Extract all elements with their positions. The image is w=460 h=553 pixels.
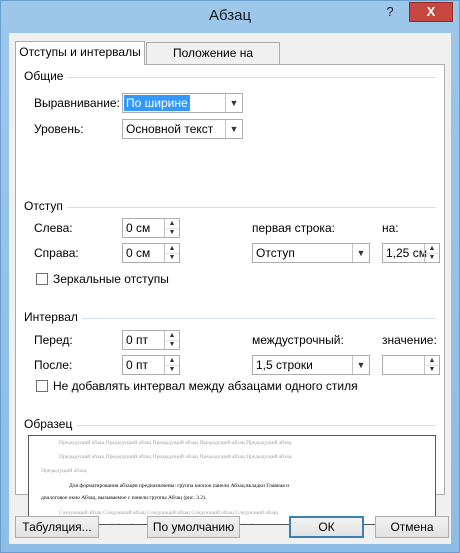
- triangle-down-icon[interactable]: ▼: [164, 228, 179, 237]
- alignment-value: По ширине: [126, 96, 188, 110]
- level-select[interactable]: [122, 119, 243, 139]
- close-button[interactable]: X: [409, 2, 453, 22]
- title-bar[interactable]: [1, 1, 459, 33]
- line-spacing-label: междустрочный:: [252, 333, 344, 347]
- cancel-button[interactable]: Отмена: [375, 516, 449, 538]
- triangle-up-icon[interactable]: ▲: [164, 244, 179, 254]
- indent-right-spinner[interactable]: [122, 243, 180, 263]
- tabs-button[interactable]: Табуляция...: [15, 516, 99, 538]
- alignment-select[interactable]: [122, 93, 243, 113]
- mirror-indents-label[interactable]: Зеркальные отступы: [53, 272, 169, 286]
- space-before-spinner[interactable]: [122, 330, 180, 350]
- indent-right-label: Справа:: [34, 246, 79, 260]
- indent-by-spinner[interactable]: [382, 243, 440, 263]
- triangle-up-icon[interactable]: ▲: [164, 331, 179, 341]
- indent-by-value: 1,25 см: [386, 246, 427, 260]
- level-label: Уровень:: [34, 122, 84, 136]
- dialog-client-area: [9, 33, 451, 544]
- ok-button[interactable]: ОК: [289, 516, 364, 538]
- preview-section-title: Образец: [24, 417, 76, 431]
- alignment-label: Выравнивание:: [34, 96, 120, 110]
- preview-main-line-1: Для форматирования абзацев предназначены: группа кнопок панели Абзац вкладки Главная и: [69, 483, 290, 489]
- spacing-at-label: значение:: [382, 333, 437, 347]
- first-line-label: первая строка:: [252, 221, 335, 235]
- spacing-divider: [24, 318, 436, 319]
- chevron-down-icon[interactable]: ▼: [352, 244, 369, 262]
- set-as-default-button[interactable]: По умолчанию: [147, 516, 240, 538]
- general-divider: [24, 77, 436, 78]
- preview-next-line-1: Следующий абзац Следующий абзац Следующий абзац Следующий абзац Следующий абзац: [59, 510, 279, 516]
- tab-indents-spacing[interactable]: Отступы и интервалы: [15, 41, 145, 65]
- spacing-at-spinner[interactable]: [382, 355, 440, 375]
- preview-prev-line-3: Предыдущий абзац: [41, 468, 87, 474]
- tab-panel: [15, 64, 445, 516]
- spacing-section-title: Интервал: [24, 310, 82, 324]
- first-line-value: Отступ: [256, 246, 295, 260]
- indent-by-label: на:: [382, 221, 399, 235]
- triangle-up-icon[interactable]: ▲: [424, 244, 439, 254]
- mirror-indents-checkbox[interactable]: [36, 273, 48, 285]
- chevron-down-icon[interactable]: ▼: [225, 120, 242, 138]
- indent-section-title: Отступ: [24, 199, 67, 213]
- space-after-label: После:: [34, 358, 73, 372]
- indent-left-value: 0 см: [126, 221, 151, 235]
- space-after-spinner[interactable]: [122, 355, 180, 375]
- chevron-down-icon[interactable]: ▼: [225, 94, 242, 112]
- line-spacing-value: 1,5 строки: [256, 358, 313, 372]
- preview-divider: [24, 425, 436, 426]
- first-line-select[interactable]: [252, 243, 370, 263]
- space-before-value: 0 пт: [126, 333, 149, 347]
- chevron-down-icon[interactable]: ▼: [352, 356, 369, 374]
- preview-prev-line-2: Предыдущий абзац Предыдущий абзац Предыдущий абзац Предыдущий абзац Предыдущий абзац: [59, 454, 292, 460]
- triangle-up-icon[interactable]: ▲: [164, 219, 179, 229]
- help-button[interactable]: ?: [386, 4, 394, 19]
- triangle-down-icon[interactable]: ▼: [164, 365, 179, 374]
- paragraph-preview: [28, 435, 436, 525]
- no-space-same-style-label[interactable]: Не добавлять интервал между абзацами одного стиля: [53, 379, 358, 393]
- general-section-title: Общие: [24, 69, 67, 83]
- triangle-up-icon[interactable]: ▲: [164, 356, 179, 366]
- no-space-same-style-checkbox[interactable]: [36, 380, 48, 392]
- dialog-title: Абзац: [208, 7, 252, 24]
- level-value: Основной текст: [126, 122, 214, 136]
- preview-main-line-2: диалоговое окно Абзац, вызываемое с панели группы Абзац (рис. 3.2).: [41, 495, 207, 501]
- triangle-down-icon[interactable]: ▼: [164, 253, 179, 262]
- preview-prev-line-1: Предыдущий абзац Предыдущий абзац Предыдущий абзац Предыдущий абзац Предыдущий абзац: [59, 440, 292, 446]
- space-before-label: Перед:: [34, 333, 73, 347]
- line-spacing-select[interactable]: [252, 355, 370, 375]
- indent-right-value: 0 см: [126, 246, 151, 260]
- tab-line-page-breaks[interactable]: Положение на: [146, 42, 280, 64]
- indent-left-label: Слева:: [34, 221, 73, 235]
- triangle-up-icon[interactable]: ▲: [424, 356, 439, 366]
- space-after-value: 0 пт: [126, 358, 149, 372]
- triangle-down-icon[interactable]: ▼: [424, 253, 439, 262]
- indent-left-spinner[interactable]: [122, 218, 180, 238]
- triangle-down-icon[interactable]: ▼: [424, 365, 439, 374]
- triangle-down-icon[interactable]: ▼: [164, 340, 179, 349]
- indent-divider: [24, 207, 436, 208]
